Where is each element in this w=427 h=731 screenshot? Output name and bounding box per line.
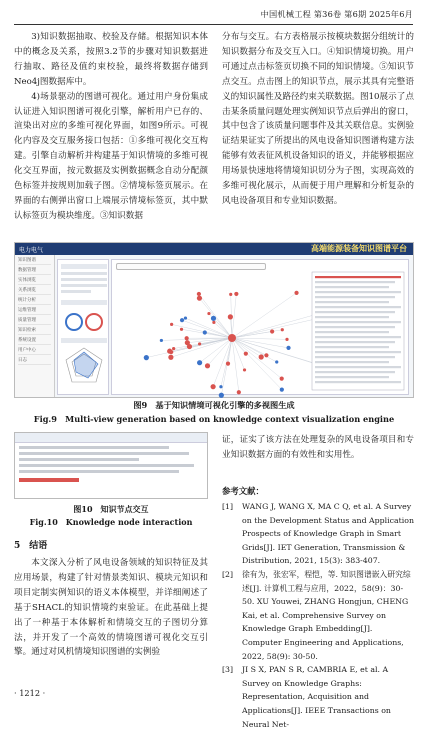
figure-10-caption-cn: 图10 知识节点交互 bbox=[14, 504, 208, 515]
graph-popup-row bbox=[315, 321, 401, 323]
reference-text: WANG J, WANG X, MA C Q, et al. A Survey on the Development Status and Application Prospects of Knowledge Graph in Smart Grids[J]. IET Generation, Transmission & Distribution, 2021, 15(3): 383-407. bbox=[242, 500, 414, 568]
graph-node bbox=[280, 377, 284, 381]
figure-10-line bbox=[19, 470, 179, 473]
graph-edge bbox=[232, 338, 277, 362]
knowledge-graph-network bbox=[112, 260, 410, 396]
graph-edge bbox=[185, 318, 232, 338]
graph-edge bbox=[232, 338, 289, 348]
reference-item bbox=[222, 500, 414, 568]
page-number: · 1212 · bbox=[14, 688, 45, 698]
graph-popup-row bbox=[315, 336, 401, 338]
reference-item bbox=[222, 568, 414, 663]
figure-9-topbar bbox=[15, 243, 413, 255]
graph-popup-row bbox=[315, 366, 401, 368]
graph-node bbox=[219, 393, 224, 398]
figure-9-caption-en: Fig.9 Multi-view generation based on knowledge context visualization engine bbox=[14, 414, 414, 425]
graph-popup-row bbox=[315, 331, 389, 333]
graph-node bbox=[144, 355, 149, 360]
left-column bbox=[14, 30, 208, 224]
graph-node bbox=[234, 292, 238, 296]
running-header: 中国机械工程 第36卷 第6期 2025年6月 bbox=[261, 9, 413, 20]
graph-node bbox=[207, 312, 210, 315]
graph-popup-row bbox=[315, 351, 401, 353]
graph-node bbox=[219, 385, 222, 388]
graph-node bbox=[172, 347, 175, 350]
graph-node bbox=[259, 354, 264, 359]
graph-edge bbox=[171, 338, 232, 357]
graph-hub-node bbox=[228, 334, 236, 342]
figure-10-titlebar bbox=[15, 433, 207, 443]
figure-10-caption-en: Fig.10 Knowledge node interaction bbox=[14, 517, 208, 528]
graph-popup-row bbox=[315, 341, 395, 343]
reference-number: [2] bbox=[222, 568, 242, 663]
figure-10-highlight bbox=[19, 478, 79, 482]
paragraph-continued: 分布与交互。右方表格展示按模块数据分组统计的知识数据分布及交互入口。④知识情境切换。用户可通过点击标签页切换不同的知识情境。⑤知识节点交互。点击图上的知识节点，展示其具有完整语义的知识属性及路径约束关联数据。图10展示了点击某条质量问题处理实例知识节点后弹出的窗口，其中包含了该质量问题事件及其关联信息。实例验证结果证实了所提出的风电设备知识图谱构建方法能够有效表征风机设备知识的语义，并能够根据应用场景快速地将情境知识切分为子图，实现高效的多维可视化展示，从而便于用户理解和分析复杂的风电设备项目和专业知识数据。 bbox=[222, 30, 414, 209]
graph-popup-row bbox=[315, 371, 395, 373]
graph-edge bbox=[172, 324, 232, 338]
graph-node bbox=[205, 363, 210, 368]
figure-9-nav-item: 实体浏览 bbox=[18, 277, 51, 285]
graph-node bbox=[275, 360, 278, 363]
graph-node bbox=[286, 346, 290, 350]
graph-node bbox=[229, 293, 232, 296]
graph-node bbox=[197, 360, 202, 365]
graph-edge bbox=[232, 314, 316, 338]
figure-9-nav-item: 统计分析 bbox=[18, 297, 51, 305]
graph-edge bbox=[232, 338, 239, 392]
graph-edge bbox=[221, 338, 232, 395]
graph-node bbox=[270, 329, 274, 333]
graph-node bbox=[184, 316, 187, 319]
graph-popup-row bbox=[315, 326, 395, 328]
reference-number: [1] bbox=[222, 500, 242, 568]
figure-9-nav-item: 关系浏览 bbox=[18, 287, 51, 295]
graph-node bbox=[244, 352, 248, 356]
graph-edge bbox=[232, 338, 282, 379]
figure-9-nav-item: 质量管理 bbox=[18, 317, 51, 325]
graph-node bbox=[243, 368, 246, 371]
figure-9-caption-cn: 图9 基于知识情境可视化引擎的多视图生成 bbox=[14, 400, 414, 411]
graph-edge bbox=[232, 293, 297, 338]
figure-9-nav-item: 运维管理 bbox=[18, 307, 51, 315]
reference-item bbox=[222, 663, 414, 731]
graph-node bbox=[160, 339, 163, 342]
references-list bbox=[222, 500, 414, 731]
graph-node bbox=[228, 314, 233, 319]
paragraph-step4: 4)场景驱动的图谱可视化。通过用户身份集成认证进入知识图谱可视化引擎，解析用户已存的、渲染出对应的多维可视化界面，如图9所示。可视化内容及交互服务接口包括：①多维可视化交互构建。引擎自动解析并构建基于知识情境的多维可视化交互界面，按元数据及实例数据概念自动分配颜色标签并按规则加载子图。②情境标签页展示。在界面的右侧弹出窗口上端展示情境标签页，其中默认标签页为模块维度。③知识数据 bbox=[14, 90, 208, 224]
figure-9-panel-graphics bbox=[58, 260, 110, 396]
graph-node bbox=[180, 318, 184, 322]
graph-node bbox=[294, 291, 298, 295]
reference-text: 徐有为，张宏军，程恺，等. 知识图谱嵌入研究综述[J]. 计算机工程与应用，2022，58(9)：30-50. XU Youwei, ZHANG Hongjun, CHENG Kai, et al. Comprehensive Survey on Knowledge Graph Embedding[J]. Computer Engineering and Applications, 2022, 58(9): 30-50. bbox=[242, 568, 414, 663]
graph-node bbox=[169, 350, 173, 354]
figure-9-nav-item: 日志 bbox=[18, 357, 51, 365]
graph-node bbox=[280, 388, 284, 392]
right-lower-paragraph: 证，证实了该方法在处理复杂的风电设备项目和专业知识数据方面的有效性和实用性。 bbox=[222, 433, 414, 463]
graph-node bbox=[180, 328, 183, 331]
reference-text: JI S X, PAN S R, CAMBRIA E, et al. A Survey on Knowledge Graphs: Representation, Acquisition and Applications[J]. IEEE Transactions on Neural Net- bbox=[242, 663, 414, 731]
figure-9-nav-item: 知识图谱 bbox=[18, 257, 51, 265]
graph-popup-row bbox=[315, 356, 395, 358]
graph-node bbox=[226, 362, 230, 366]
graph-popup-row bbox=[315, 346, 389, 348]
graph-node bbox=[168, 355, 173, 360]
graph-node bbox=[285, 338, 288, 341]
figure-9-screenshot bbox=[14, 242, 414, 398]
paragraph-step3: 3)知识数据抽取、校验及存储。根据知识本体中的概念及关系，按照3.2节的步骤对知识数据进行抽取、路径及值约束校验，最终将数据存储到Neo4j图数据库中。 bbox=[14, 30, 208, 90]
figure-10-screenshot bbox=[14, 432, 208, 499]
graph-node bbox=[197, 292, 201, 296]
graph-node bbox=[212, 321, 215, 324]
graph-node bbox=[203, 330, 207, 334]
figure-10-line bbox=[19, 452, 189, 455]
references-heading: 参考文献： bbox=[222, 485, 264, 497]
graph-node bbox=[281, 328, 284, 331]
figure-10-line bbox=[19, 464, 194, 467]
figure-9-banner: 高端能源装备知识图谱平台 bbox=[311, 243, 407, 254]
figure-9-nav bbox=[15, 255, 55, 397]
figure-9-nav-item: 知识检索 bbox=[18, 327, 51, 335]
section-body bbox=[14, 556, 208, 660]
graph-popup-row bbox=[315, 361, 389, 363]
graph-node bbox=[211, 384, 216, 389]
section-heading: 5 结语 bbox=[14, 538, 47, 551]
graph-popup-row bbox=[315, 281, 395, 283]
graph-node bbox=[185, 340, 190, 345]
graph-node bbox=[185, 336, 189, 340]
graph-popup-row bbox=[315, 306, 401, 308]
figure-9-nav-item: 系统设置 bbox=[18, 337, 51, 345]
graph-popup-row bbox=[315, 316, 389, 318]
graph-node bbox=[264, 353, 268, 357]
graph-popup-row bbox=[315, 286, 389, 288]
figure-9-side-panel bbox=[57, 259, 109, 395]
right-column bbox=[222, 30, 414, 209]
graph-popup-row bbox=[315, 381, 401, 383]
graph-popup-row bbox=[315, 276, 401, 278]
graph-popup-row bbox=[315, 291, 401, 293]
figure-9-graph-view bbox=[111, 259, 409, 395]
figure-10-line bbox=[19, 458, 139, 461]
figure-10-line bbox=[19, 446, 169, 449]
graph-popup-row bbox=[315, 296, 395, 298]
graph-popup-row bbox=[315, 376, 389, 378]
graph-node bbox=[170, 323, 173, 326]
graph-popup-row bbox=[315, 301, 389, 303]
graph-node bbox=[211, 316, 216, 321]
graph-popup-row bbox=[315, 311, 395, 313]
graph-node bbox=[237, 390, 241, 394]
reference-number: [3] bbox=[222, 663, 242, 731]
graph-node bbox=[197, 296, 202, 301]
graph-node bbox=[198, 342, 201, 345]
conclusion-paragraph: 本文深入分析了风电设备领域的知识特征及其应用场景，构建了针对情景类知识、模块元知识和项目定制实例知识的语义本体模型，并详细阐述了基于SHACL的知识情境约束验证。在此基础上提出了一种基于本体解析和情境交互的子图切分算法，并开发了一个高效的情境图谱可视化交互引擎。通过对风机情境知识图谱的实例验 bbox=[14, 556, 208, 660]
graph-edge bbox=[182, 329, 232, 338]
figure-9-nav-item: 数据管理 bbox=[18, 267, 51, 275]
figure-9-nav-item: 用户中心 bbox=[18, 347, 51, 355]
figure-9-logo: 电力电气 bbox=[19, 245, 43, 254]
header-rule bbox=[14, 24, 413, 25]
graph-edge bbox=[232, 338, 287, 339]
